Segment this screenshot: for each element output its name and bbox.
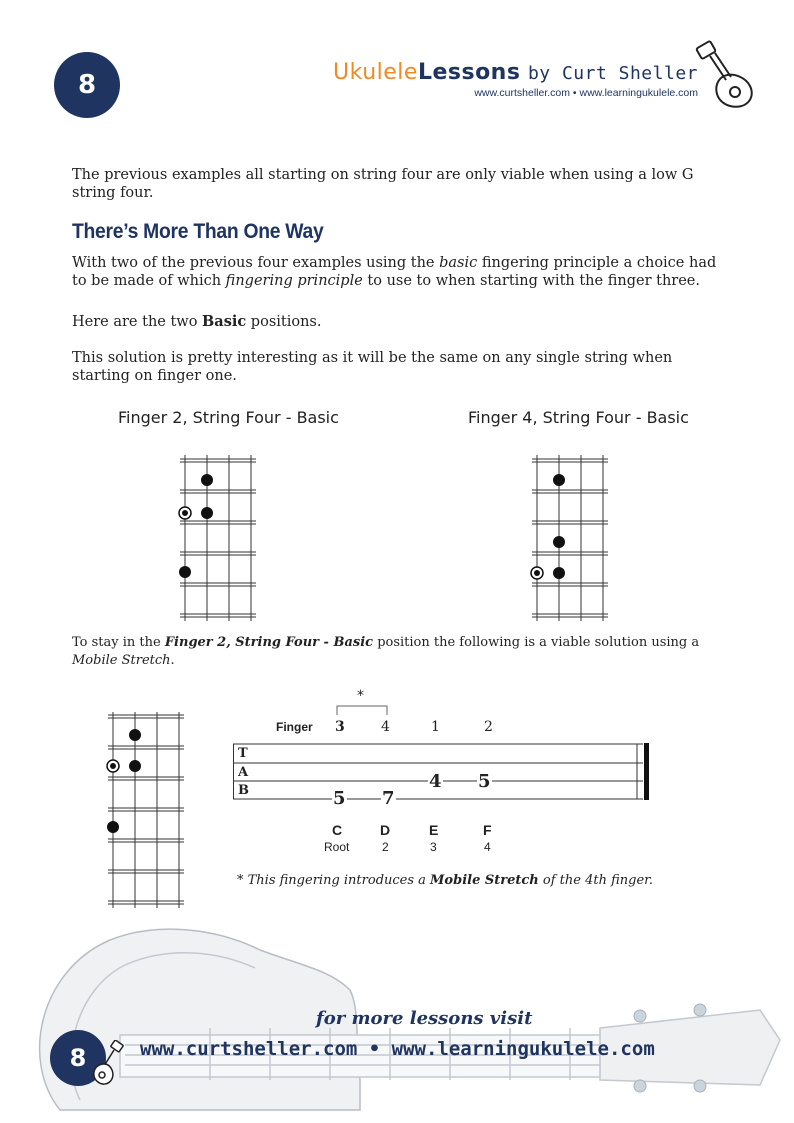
tab-fret-number: 4 xyxy=(429,771,442,792)
footnote-a: * This fingering introduces a xyxy=(237,873,431,888)
brand-ukulele: Ukulele xyxy=(333,60,418,85)
p2-c: positions. xyxy=(246,314,322,330)
p1-b: basic xyxy=(439,255,478,271)
paragraph-fingering xyxy=(72,254,722,290)
footer-urls[interactable]: www.curtsheller.com • www.learningukulele.com xyxy=(140,1038,655,1060)
brand-lessons: Lessons xyxy=(417,60,521,85)
tab-staff xyxy=(233,743,653,803)
stay-e: . xyxy=(170,653,175,668)
stretch-bracket xyxy=(336,704,388,716)
fretboard-diagram-mobile-stretch xyxy=(104,712,184,912)
finger-number: 1 xyxy=(431,719,440,735)
finger-dot xyxy=(107,821,119,833)
note-name: E xyxy=(429,822,439,838)
brand-author: by Curt Sheller xyxy=(527,63,698,84)
ukulele-logo-icon xyxy=(690,40,760,112)
brand-title xyxy=(333,62,698,84)
finger-dot xyxy=(553,536,565,548)
scale-degree: 4 xyxy=(484,840,491,854)
footnote xyxy=(237,873,653,888)
fretboard-diagram-right xyxy=(528,455,608,625)
tab-fret-number: 5 xyxy=(478,771,491,792)
finger-number: 4 xyxy=(381,719,390,735)
finger-dot xyxy=(129,729,141,741)
tab-fret-number: 7 xyxy=(382,788,395,809)
footnote-c: of the 4th finger. xyxy=(538,873,654,888)
footnote-b: Mobile Stretch xyxy=(430,873,539,888)
intro-paragraph: The previous examples all starting on string four are only viable when using a low G string four. xyxy=(72,167,694,201)
p1-a: With two of the previous four examples using the xyxy=(72,255,440,271)
scale-degree: Root xyxy=(324,840,350,854)
ukulele-footer-icon xyxy=(88,1040,128,1088)
brand-urls: www.curtsheller.com • www.learningukulele.com xyxy=(474,87,698,99)
paragraph-solution: This solution is pretty interesting as it will be the same on any single string when starting on finger one. xyxy=(72,350,673,384)
tab-label-b: B xyxy=(238,783,249,798)
page-number-badge: 8 xyxy=(54,52,120,118)
fretboard-diagram-left xyxy=(176,455,256,625)
paragraph-stay xyxy=(72,634,722,670)
stay-b: Finger 2, String Four - Basic xyxy=(164,635,374,650)
section-heading: There’s More Than One Way xyxy=(72,220,324,243)
note-name: D xyxy=(380,822,391,838)
finger-number: 3 xyxy=(335,719,345,735)
p1-c: fingering principle a choice had to be made of which xyxy=(72,255,717,289)
footer-visit-text: for more lessons visit xyxy=(316,1008,533,1029)
tab-label-a: A xyxy=(238,765,249,780)
footer-page-number-badge: 8 xyxy=(50,1030,106,1086)
diagram-left-title: Finger 2, String Four - Basic xyxy=(118,408,339,427)
p1-e: to use to when starting with the finger three. xyxy=(362,273,700,289)
diagram-right-title: Finger 4, String Four - Basic xyxy=(468,408,689,427)
finger-dot xyxy=(201,474,213,486)
finger-label: Finger xyxy=(276,720,313,734)
brand-header xyxy=(333,62,698,99)
stay-c: position the following is a viable solution using a xyxy=(373,635,700,650)
tab-label-t: T xyxy=(238,746,248,761)
scale-degree: 3 xyxy=(430,840,437,854)
finger-dot xyxy=(201,507,213,519)
p1-d: fingering principle xyxy=(225,273,363,289)
stay-d: Mobile Stretch xyxy=(72,653,171,668)
scale-degree: 2 xyxy=(382,840,389,854)
stretch-asterisk: * xyxy=(357,688,364,704)
p2-a: Here are the two xyxy=(72,314,203,330)
finger-dot xyxy=(129,760,141,772)
paragraph-basic-positions xyxy=(72,313,722,331)
finger-dot xyxy=(553,567,565,579)
finger-dot xyxy=(179,566,191,578)
finger-dot xyxy=(553,474,565,486)
p2-b: Basic xyxy=(202,313,247,330)
tab-fret-number: 5 xyxy=(333,788,346,809)
stay-a: To stay in the xyxy=(72,635,165,650)
finger-number: 2 xyxy=(484,719,493,735)
note-name: F xyxy=(483,822,492,838)
note-name: C xyxy=(332,822,343,838)
